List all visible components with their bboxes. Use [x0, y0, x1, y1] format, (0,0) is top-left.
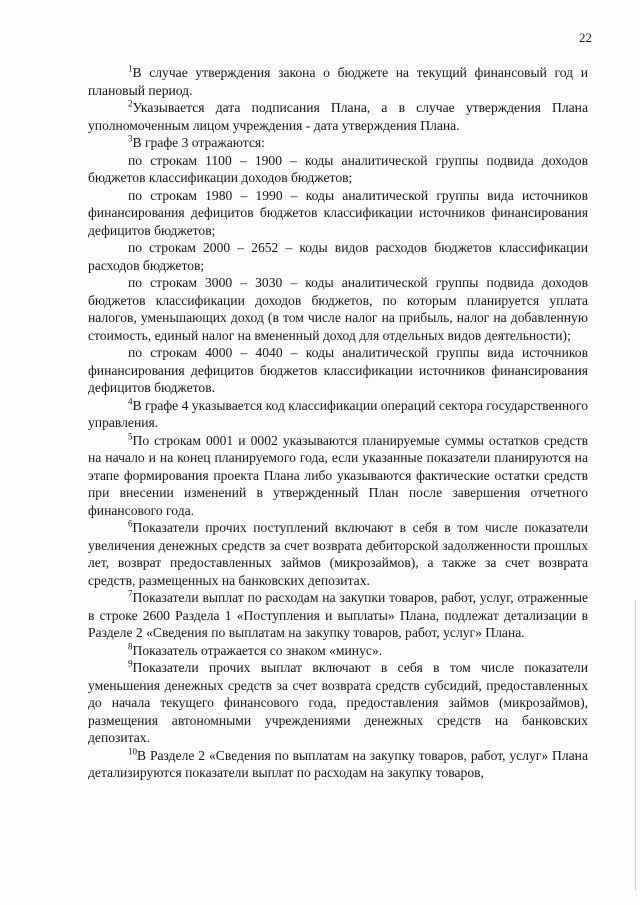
paragraph-text: Указывается дата подписания Плана, а в случае утверждения Плана уполномоченным лицом учреждения - дата утверждения Плана. — [88, 100, 588, 133]
footnote-paragraph — [88, 397, 588, 432]
paragraph-text: Показатели выплат по расходам на закупки товаров, работ, услуг, отраженные в строке 2600 Раздела 1 «Поступления и выплаты» Плана, подлежат детализации в Разделе 2 «Сведения по выплатам на закупку товаров, работ, услуг» Плана. — [88, 590, 588, 640]
paragraph-text: по строкам 4000 – 4040 – коды аналитической группы вида источников финансирования дефицитов бюджетов классификации источников финансирования дефицитов бюджетов. — [88, 345, 588, 395]
footnote-marker: 7 — [128, 588, 133, 599]
paragraph-text: Показатель отражается со знаком «минус». — [132, 642, 383, 658]
footnote-paragraph — [88, 134, 588, 152]
footnote-marker: 2 — [128, 98, 133, 109]
scan-edge-line — [635, 600, 636, 890]
footnote-paragraph — [88, 99, 588, 134]
paragraph-text: В Разделе 2 «Сведения по выплатам на закупку товаров, работ, услуг» Плана детализируются показатели выплат по расходам на закупку товаров, — [88, 747, 588, 780]
page-number: 22 — [579, 30, 592, 45]
footnotes-body — [88, 64, 588, 782]
footnote-marker: 1 — [128, 63, 133, 74]
paragraph-text: В графе 4 указывается код классификации операций сектора государственного управления. — [88, 397, 589, 430]
footnote-marker: 3 — [128, 133, 133, 144]
footnote-marker: 8 — [128, 640, 133, 651]
footnote-paragraph — [88, 747, 588, 782]
paragraph-text: По строкам 0001 и 0002 указываются планируемые суммы остатков средств на начало и на конец планируемого года, если указанные показатели планируются на этапе формирования проекта Плана либо указываются фактические остатки средств при внесении изменений в утвержденный План после завершения отчетного финансового года. — [88, 432, 588, 518]
footnote-paragraph — [88, 589, 588, 642]
footnote-paragraph — [88, 64, 588, 99]
paragraph-text: Показатели прочих выплат включают в себя в том числе показатели уменьшения денежных средств за счет возврата средств субсидий, предоставленных до начала текущего финансового года, предоставления займов (микрозаймов), размещения автономными учреждениями денежных средств на банковских депозитах. — [88, 660, 588, 745]
list-paragraph — [88, 152, 588, 187]
paragraph-text: по строкам 1100 – 1900 – коды аналитической группы подвида доходов бюджетов классификации доходов бюджетов; — [88, 152, 588, 185]
list-paragraph — [88, 239, 588, 274]
footnote-marker: 10 — [128, 745, 137, 756]
footnote-paragraph — [88, 659, 588, 747]
paragraph-text: по строкам 1980 – 1990 – коды аналитической группы вида источников финансирования дефицитов бюджетов классификации источников финансирования дефицитов бюджетов; — [88, 187, 588, 238]
list-paragraph — [88, 274, 588, 344]
footnote-marker: 4 — [128, 395, 133, 406]
paragraph-text: В графе 3 отражаются: — [132, 135, 265, 150]
footnote-paragraph — [88, 519, 588, 589]
paragraph-text: Показатели прочих поступлений включают в себя в том числе показатели увеличения денежных средств за счет возврата дебиторской задолженности прошлых лет, возврат предоставленных займов (микрозаймов), а также за счет возврата средств, размещенных на банковских депозитах. — [88, 520, 588, 588]
footnote-marker: 9 — [128, 658, 133, 669]
paragraph-text: В случае утверждения закона о бюджете на текущий финансовый год и плановый период. — [88, 65, 588, 98]
footnote-marker: 6 — [128, 518, 133, 529]
paragraph-text: по строкам 2000 – 2652 – коды видов расходов бюджетов классификации расходов бюджетов; — [88, 240, 588, 273]
list-paragraph — [88, 187, 588, 240]
footnote-paragraph — [88, 642, 588, 660]
footnote-paragraph — [88, 432, 588, 520]
list-paragraph — [88, 344, 588, 397]
paragraph-text: по строкам 3000 – 3030 – коды аналитической группы подвида доходов бюджетов классификации доходов бюджетов, по которым планируется уплата налогов, уменьшающих доход (в том числе налог на прибыль, налог на добавленную стоимость, единый налог на вмененный доход для отдельных видов деятельности); — [88, 275, 588, 343]
footnote-marker: 5 — [128, 430, 133, 441]
